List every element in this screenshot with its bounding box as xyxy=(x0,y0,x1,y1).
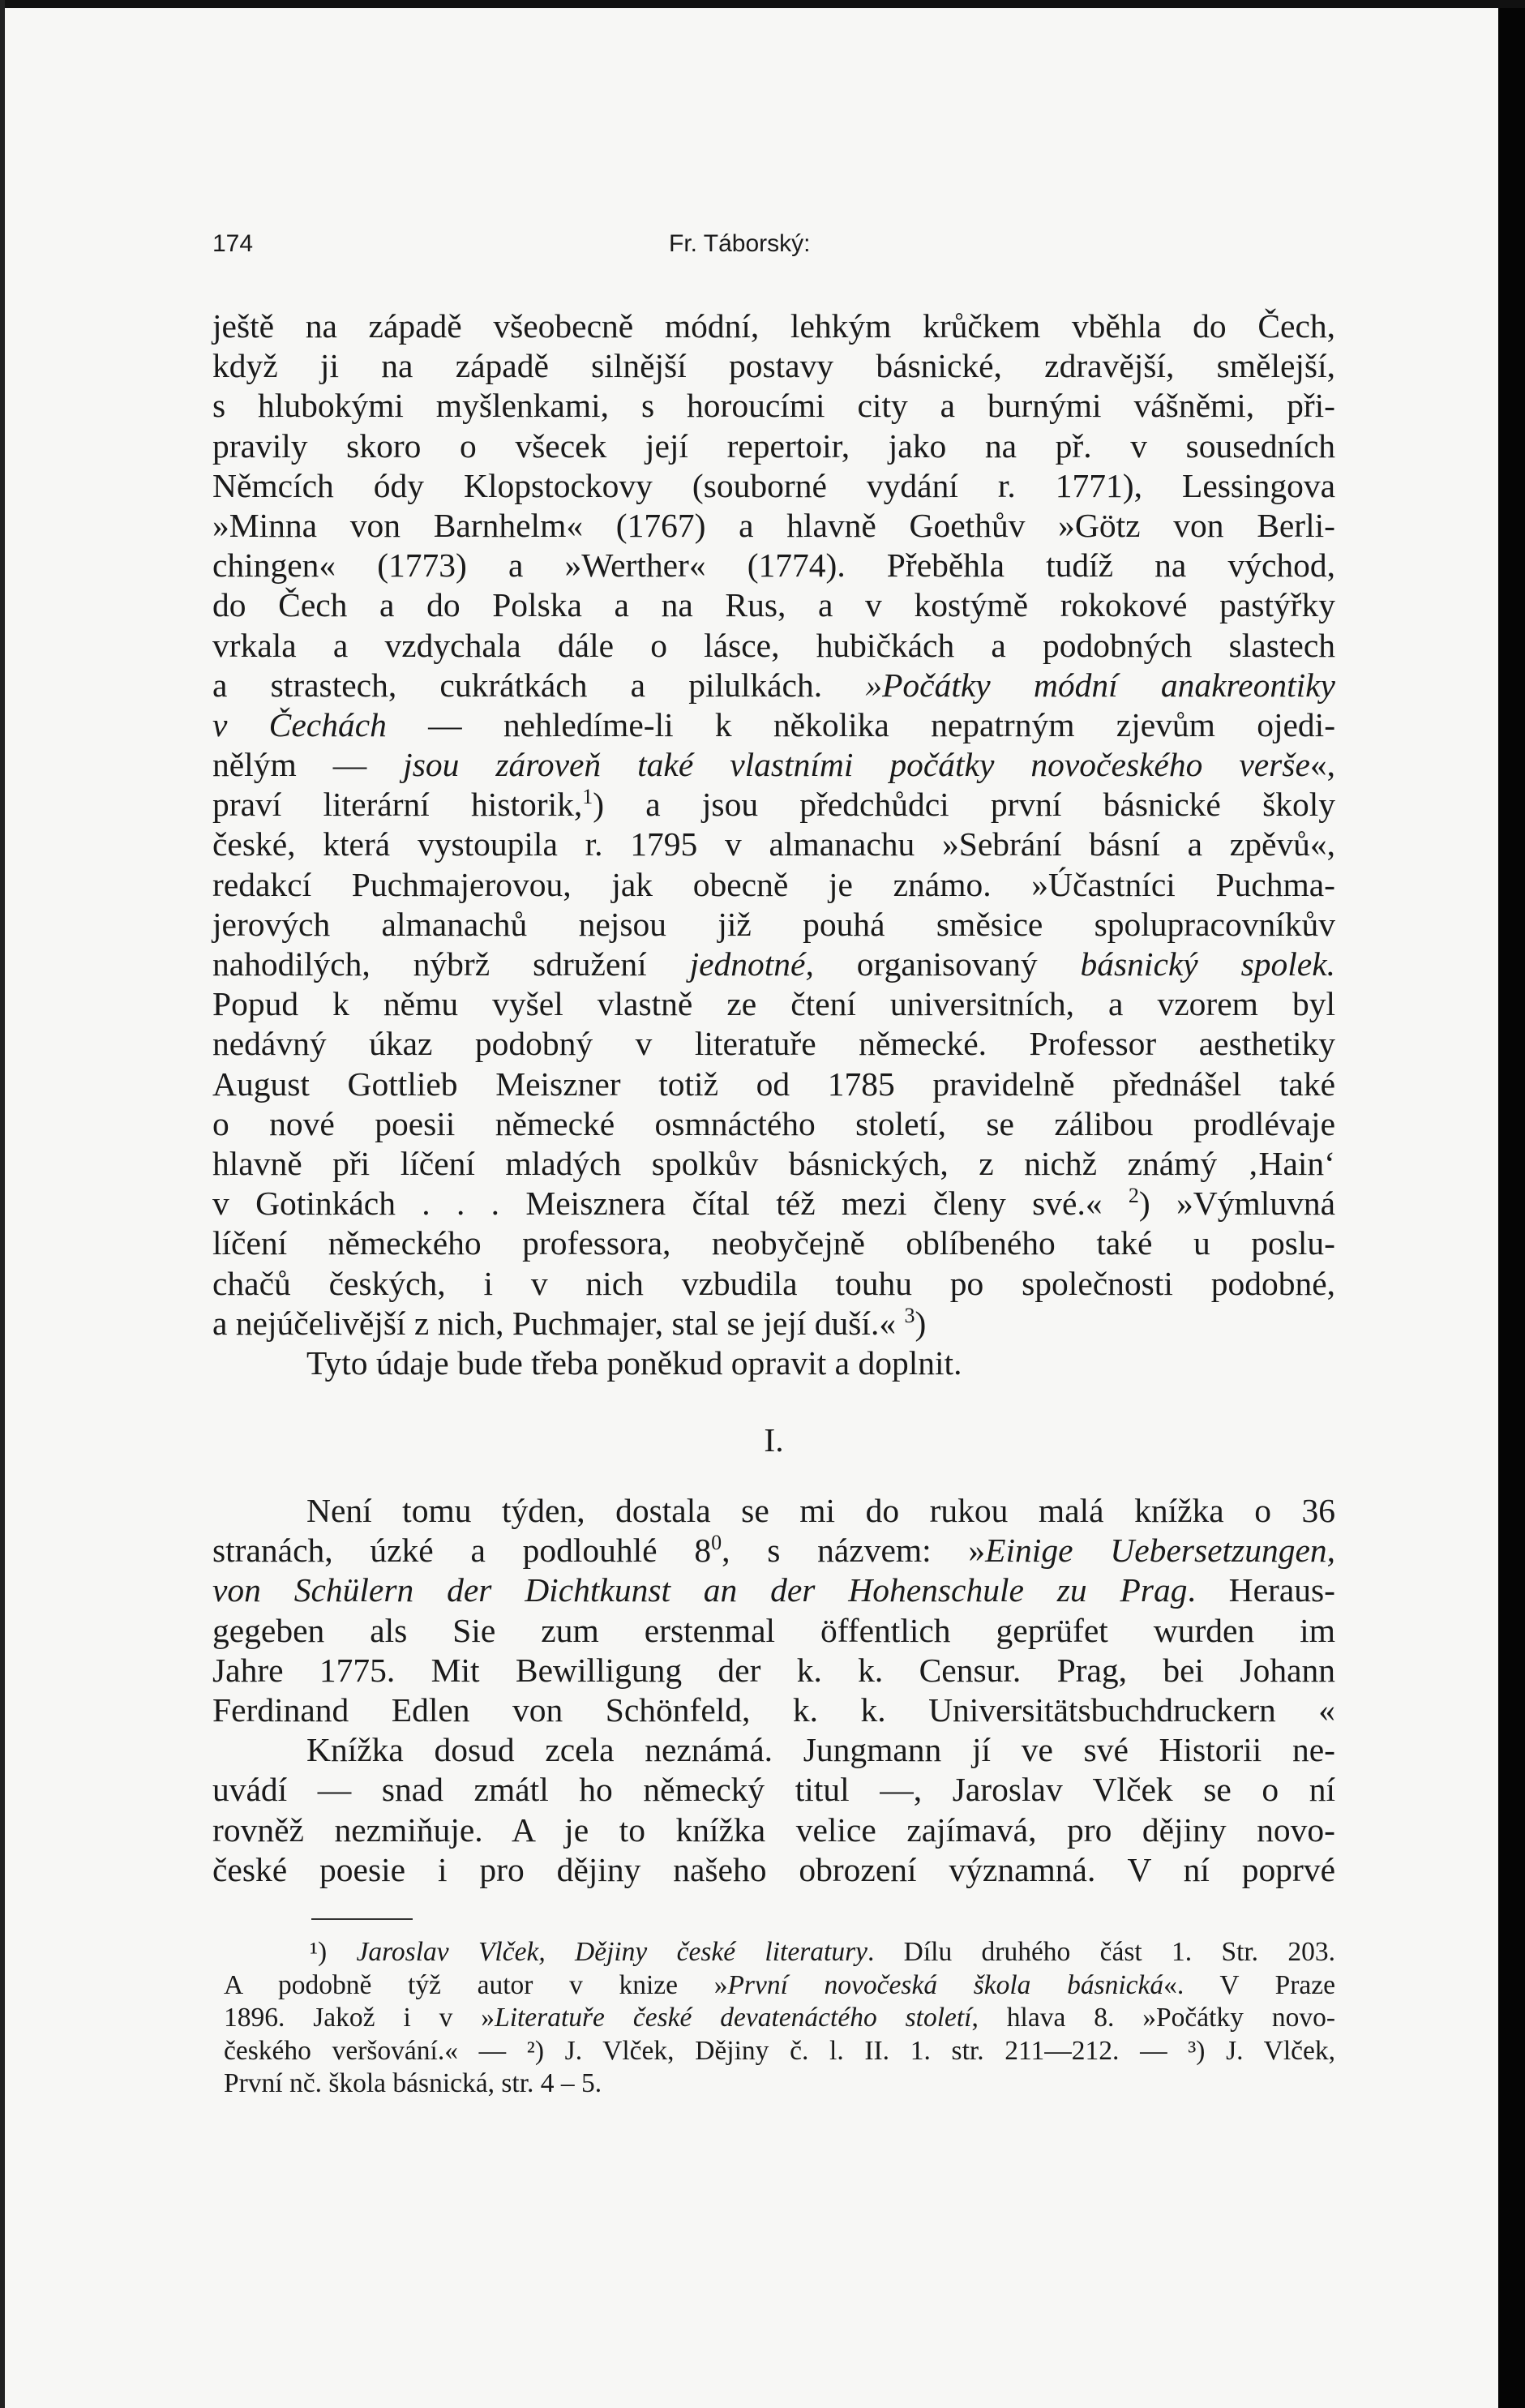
text-run: A podobně týž autor v knize » xyxy=(224,1969,728,2000)
scan-edge-right xyxy=(1498,0,1525,2408)
page-header xyxy=(212,224,1335,264)
text-line xyxy=(212,1570,1335,1610)
text-run: 1896. Jakož i v » xyxy=(224,2003,495,2033)
text-run: . Dílu druhého část 1. Str. 203. xyxy=(867,1937,1335,1967)
text-line: české, která vystoupila r. 1795 v almanachu »Sebrání básní a zpěvů«, xyxy=(212,825,1335,863)
body-paragraph-1 xyxy=(212,306,1335,1383)
italic-title: Einige Uebersetzungen, xyxy=(985,1532,1335,1570)
text-run: «. V Praze xyxy=(1163,1969,1335,2000)
text-run: nahodilých, nýbrž sdružení xyxy=(212,945,647,983)
footnote-line: První nč. škola básnická, str. 4 – 5. xyxy=(224,2068,602,2099)
running-head: Fr. Táborský: xyxy=(669,230,811,257)
text-line: české poesie i pro dějiny našeho obrození významná. V ní poprvé xyxy=(212,1850,1335,1888)
text-line xyxy=(212,785,1335,825)
footnote-ref: 1 xyxy=(582,785,593,809)
text-line xyxy=(212,705,1335,745)
italic-term: jednotné, xyxy=(689,945,814,983)
italic-title: von Schülern der Dichtkunst an der Hohenschule zu Prag xyxy=(212,1571,1188,1609)
text-line: rovněž nezmiňuje. A je to knížka velice zajímavá, pro dějiny novo- xyxy=(212,1810,1335,1849)
text-run: ) a jsou předchůdci první básnické školy xyxy=(593,786,1335,824)
text-line: »Minna von Barnhelm« (1767) a hlavně Goethův »Götz von Berli- xyxy=(212,506,1335,544)
text-line: Není tomu týden, dostala se mi do rukou malá knížka o 36 xyxy=(306,1492,1335,1529)
italic-quote: »Počátky módní anakreontiky xyxy=(865,666,1335,704)
text-line: Ferdinand Edlen von Schönfeld, k. k. Universitätsbuchdruckern « xyxy=(212,1690,1335,1729)
text-run: a nejúčelivější z nich, Puchmajer, stal se její duší.« xyxy=(212,1304,897,1342)
text-run: stranách, úzké a podlouhlé 8 xyxy=(212,1532,712,1570)
text-run: «, xyxy=(1309,746,1336,784)
text-line xyxy=(212,666,1335,705)
text-run: praví literární historik, xyxy=(212,786,583,824)
text-line xyxy=(212,1304,1335,1343)
text-run: ) »Výmluvná xyxy=(1138,1185,1335,1223)
page-number: 174 xyxy=(212,230,254,257)
text-line: líčení německého professora, neobyčejně oblíbeného také u poslu- xyxy=(212,1224,1335,1262)
footnote-divider xyxy=(311,1918,413,1920)
superscript: 0 xyxy=(711,1531,722,1555)
footnote-line xyxy=(224,1936,1335,1969)
footnote-line xyxy=(224,2002,1335,2035)
text-run: v Gotinkách . . . Meisznera čítal též mezi členy své.« xyxy=(212,1185,1103,1223)
text-line: Jahre 1775. Mit Bewilligung der k. k. Censur. Prag, bei Johann xyxy=(212,1651,1335,1689)
text-line: redakcí Puchmajerovou, jak obecně je známo. »Účastníci Puchma- xyxy=(212,865,1335,903)
text-line: do Čech a do Polska a na Rus, a v kostýmě rokokové pastýřky xyxy=(212,586,1335,624)
scan-edge-top xyxy=(0,0,1525,8)
text-line xyxy=(212,945,1335,984)
scan-edge-left xyxy=(0,0,5,2408)
footnote-marker: ¹) xyxy=(310,1937,328,1967)
text-line: o nové poesii německé osmnáctého století, se zálibou prodlévaje xyxy=(212,1104,1335,1142)
text-run: , hlava 8. »Počátky novo- xyxy=(971,2003,1335,2033)
text-run: organisovaný xyxy=(856,945,1038,983)
text-line: uvádí — snad zmátl ho německý titul —, Jaroslav Vlček se o ní xyxy=(212,1771,1335,1809)
text-line: ještě na západě všeobecně módní, lehkým krůčkem vběhla do Čech, xyxy=(212,307,1335,345)
text-line: s hlubokými myšlenkami, s horoucími city a burnými vášněmi, při- xyxy=(212,387,1335,425)
text-line: Popud k němu vyšel vlastně ze čtení universitních, a vzorem byl xyxy=(212,985,1335,1023)
footnotes xyxy=(224,1936,1335,2101)
text-line: nedávný úkaz podobný v literatuře německé. Professor aesthetiky xyxy=(212,1025,1335,1063)
italic-title: Jaroslav Vlček, Dějiny české literatury xyxy=(356,1937,867,1967)
body-paragraph-2 xyxy=(212,1491,1335,1890)
text-line: Knížka dosud zcela neznámá. Jungmann jí ve své Historii ne- xyxy=(306,1731,1335,1769)
text-line: jerových almanachů nejsou již pouhá směsice spolupracovníkův xyxy=(212,905,1335,943)
italic-quote: v Čechách xyxy=(212,705,387,743)
footnote-ref: 3 xyxy=(904,1303,915,1327)
footnote-line: českého veršování.« — ²) J. Vlček, Dějiny č. l. II. 1. str. 211—212. — ³) J. Vlček, xyxy=(224,2035,1335,2066)
italic-term: básnický spolek. xyxy=(1080,945,1336,983)
footnote-ref: 2 xyxy=(1128,1184,1139,1208)
text-line: Tyto údaje bude třeba poněkud opravit a doplnit. xyxy=(306,1343,962,1382)
text-line: když ji na západě silnější postavy básnické, zdravější, smělejší, xyxy=(212,347,1335,385)
text-line xyxy=(212,1184,1335,1223)
section-heading: I. xyxy=(764,1421,784,1459)
text-line: August Gottlieb Meiszner totiž od 1785 pravidelně přednášel také xyxy=(212,1065,1335,1103)
text-line: Němcích ódy Klopstockovy (souborné vydání r. 1771), Lessingova xyxy=(212,466,1335,504)
italic-title: Literatuře české devatenáctého století xyxy=(495,2003,972,2033)
text-line: vrkala a vzdychala dále o lásce, hubičkách a podobných slastech xyxy=(212,626,1335,664)
text-run: a strastech, cukrátkách a pilulkách. xyxy=(212,666,823,704)
text-run: . Heraus- xyxy=(1187,1571,1335,1609)
italic-quote: jsou zároveň také vlastními počátky novočeského verše xyxy=(403,746,1310,784)
text-line xyxy=(212,1531,1335,1570)
text-line: hlavně při líčení mladých spolkův básnických, z nichž známý ‚Hain‘ xyxy=(212,1144,1335,1182)
text-line: gegeben als Sie zum erstenmal öffentlich geprüfet wurden im xyxy=(212,1611,1335,1649)
text-line: chingen« (1773) a »Werther« (1774). Přeběhla tudíž na východ, xyxy=(212,546,1335,585)
text-run: , s názvem: » xyxy=(722,1532,986,1570)
text-line: pravily skoro o všecek její repertoir, jako na př. v sousedních xyxy=(212,426,1335,465)
footnote-line xyxy=(224,1969,1335,2003)
italic-title: První novočeská škola básnická xyxy=(727,1969,1164,2000)
text-run: — nehledíme-li k několika nepatrným zjevům ojedi- xyxy=(428,705,1336,743)
text-run: nělým — xyxy=(212,746,367,784)
text-run: ) xyxy=(915,1304,927,1342)
text-line: chačů českých, i v nich vzbudila touhu po společnosti podobné, xyxy=(212,1264,1335,1302)
text-line xyxy=(212,745,1335,785)
